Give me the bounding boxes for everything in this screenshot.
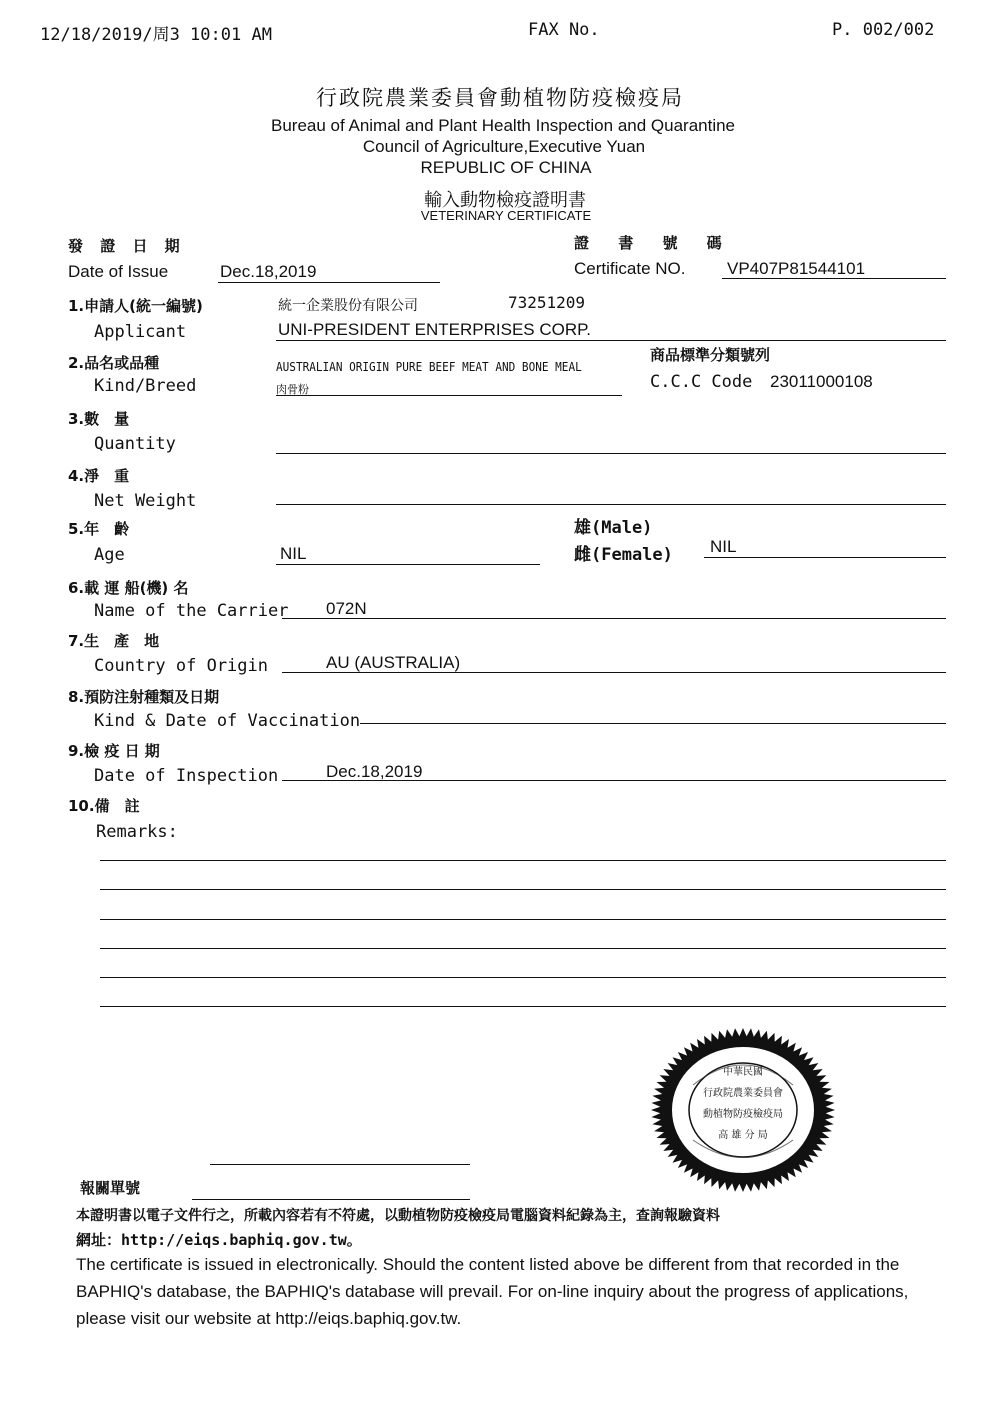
remarks-line [100,889,946,890]
official-seal [648,1025,838,1195]
net-weight-underline [276,504,946,505]
carrier-label-en: Name of the Carrier [94,601,289,621]
remarks-line [100,1006,946,1007]
report-number-top-line [210,1164,470,1165]
age-underline [276,564,540,565]
carrier-label-zh: 6.載 運 船(機) 名 [68,579,189,597]
issue-date-label-zh: 發 證 日 期 [68,237,186,255]
issue-date-value: Dec.18,2019 [220,262,317,281]
ccc-code-label-zh: 商品標準分類號列 [650,346,771,364]
council-title-en: Council of Agriculture,Executive Yuan [362,137,646,156]
origin-value: AU (AUSTRALIA) [326,653,461,672]
remarks-line [100,919,946,920]
age-value: NIL [280,544,307,563]
notice-zh-line1: 本證明書以電子文件行之，所載內容若有不符處，以動植物防疫檢疫局電腦資料紀錄為主，查詢報驗資料 [76,1208,720,1224]
kind-label-zh: 2.品名或品種 [68,354,160,372]
origin-label-zh: 7.生 產 地 [68,632,160,650]
applicant-label-en: Applicant [94,322,187,342]
female-value: NIL [710,537,737,556]
applicant-underline [276,340,946,341]
country-title-en: REPUBLIC OF CHINA [420,158,592,177]
vaccination-label-en: Kind & Date of Vaccination [94,711,361,731]
quantity-underline [276,453,946,454]
applicant-id: 73251209 [508,293,586,312]
certificate-title-zh: 輸入動物檢疫證明書 [424,190,586,211]
origin-label-en: Country of Origin [94,656,268,676]
quantity-label-zh: 3.數 量 [68,410,130,428]
certificate-title-en: VETERINARY CERTIFICATE [420,208,592,223]
remarks-label-en: Remarks: [96,822,178,842]
net-weight-label-zh: 4.淨 重 [68,467,130,485]
seal-text-line1: 中華民國 [723,1067,763,1078]
kind-value-zh: 肉骨粉 [276,383,309,396]
issue-date-label-en: Date of Issue [68,262,169,281]
report-number-underline [192,1199,470,1200]
remarks-line [100,860,946,861]
remarks-line [100,977,946,978]
applicant-name-zh: 統一企業股份有限公司 [278,298,418,314]
vaccination-label-zh: 8.預防注射種類及日期 [68,688,220,706]
kind-value-en: AUSTRALIAN ORIGIN PURE BEEF MEAT AND BONE MEAL [276,360,582,374]
quantity-label-en: Quantity [94,434,176,454]
certificate-no-underline [722,278,946,279]
certificate-no-value: VP407P81544101 [727,259,866,278]
seal-text-line3: 動植物防疫檢疫局 [703,1109,783,1120]
female-label: 雌(Female) [574,545,673,565]
fax-page-indicator: P. 002/002 [832,20,935,40]
report-number-label: 報關單號 [80,1179,141,1197]
male-label: 雄(Male) [574,518,653,538]
net-weight-label-en: Net Weight [94,491,197,511]
issue-date-underline [218,282,440,283]
fax-number-label: FAX No. [528,20,600,40]
applicant-name-en: UNI-PRESIDENT ENTERPRISES CORP. [278,320,591,339]
kind-label-en: Kind/Breed [94,376,197,396]
inspection-label-en: Date of Inspection [94,766,279,786]
inspection-label-zh: 9.檢 疫 日 期 [68,742,160,760]
carrier-underline [282,618,946,619]
applicant-label-zh: 1.申請人(統一編號) [68,297,203,315]
seal-text-line2: 行政院農業委員會 [703,1088,783,1099]
inspection-value: Dec.18,2019 [326,762,423,781]
female-underline [704,557,946,558]
origin-underline [282,672,946,673]
age-label-en: Age [94,545,125,565]
kind-underline [276,395,622,396]
vaccination-underline [360,723,946,724]
bureau-title-en: Bureau of Animal and Plant Health Inspection and Quarantine [270,116,736,135]
certificate-no-label-en: Certificate NO. [574,259,686,278]
age-label-zh: 5.年 齡 [68,520,130,538]
remarks-line [100,948,946,949]
ccc-code-label-en: C.C.C Code [650,372,753,392]
notice-en: The certificate is issued in electronically. Should the content listed above be different from that recorded in the BAPHIQ's database, the BAPHIQ's database will prevail. For on-line inquiry about the progress of applications, please visit our website at http://eiqs.baphiq.gov.tw. [76,1255,909,1328]
seal-graphic [648,1025,838,1195]
ccc-code-value: 23011000108 [770,372,873,391]
notice-zh-line2: 網址：http://eiqs.baphiq.gov.tw。 [76,1231,362,1249]
seal-text-line4: 高 雄 分 局 [718,1130,768,1141]
inspection-underline [282,780,946,781]
certificate-no-label-zh: 證 書 號 碼 [574,234,734,252]
fax-datetime: 12/18/2019/周3 10:01 AM [40,25,272,45]
bureau-title-zh: 行政院農業委員會動植物防疫檢疫局 [316,86,684,110]
carrier-value: 072N [326,599,367,618]
remarks-label-zh: 10.備 註 [68,797,140,815]
